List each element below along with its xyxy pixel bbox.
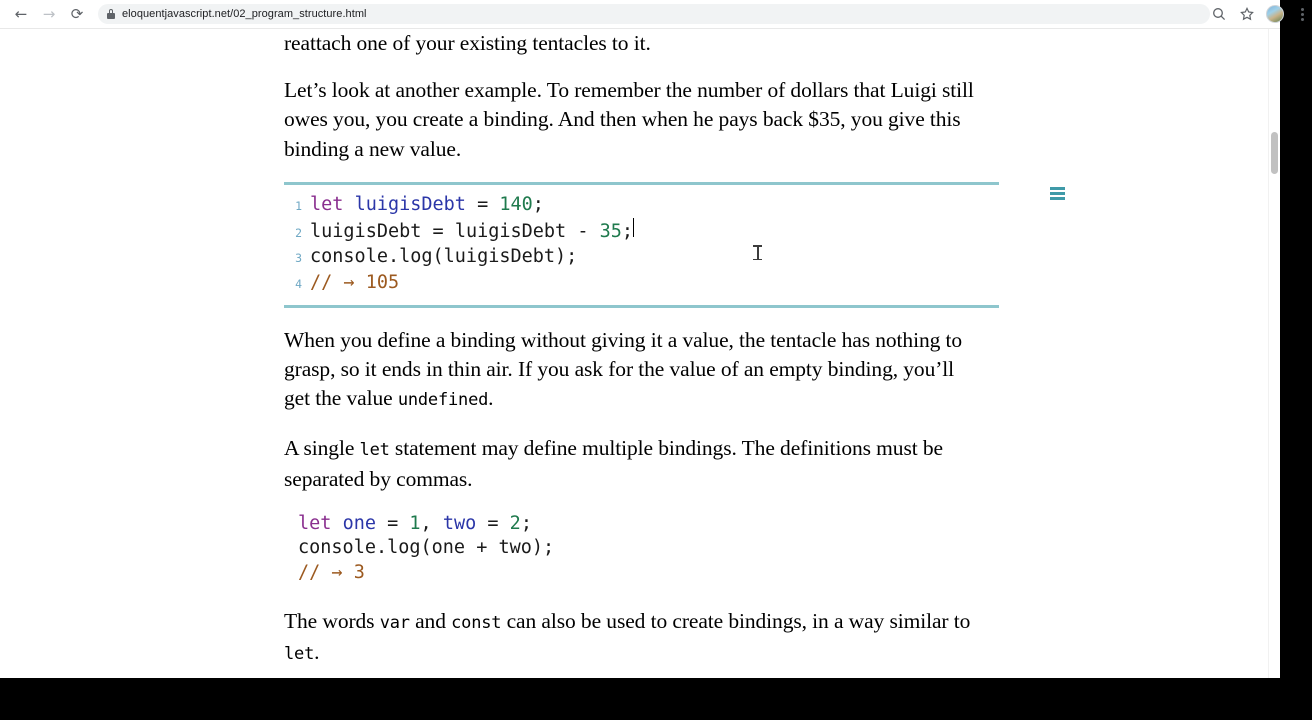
code-sample-lines bbox=[284, 512, 999, 585]
browser-toolbar bbox=[0, 0, 1280, 29]
code-line bbox=[284, 536, 999, 560]
letterbox-bottom bbox=[0, 678, 1280, 720]
code-token bbox=[331, 513, 342, 534]
code-text bbox=[298, 512, 532, 536]
code-editor-lines[interactable] bbox=[284, 193, 999, 296]
inline-code-undefined: undefined bbox=[397, 390, 489, 411]
code-token: ; bbox=[532, 193, 544, 215]
paragraph-1: reattach one of your existing tentacles to it. bbox=[284, 31, 651, 55]
code-token: luigisDebt bbox=[310, 221, 422, 243]
forward-button[interactable]: → bbox=[42, 4, 56, 23]
code-token: 1 bbox=[409, 513, 421, 535]
code-token: one bbox=[342, 513, 376, 535]
text-caret bbox=[633, 218, 634, 237]
code-token: = bbox=[375, 513, 410, 535]
code-text bbox=[310, 245, 577, 269]
search-zoom-icon[interactable] bbox=[1210, 5, 1228, 23]
paragraph-3-text-b: . bbox=[488, 386, 494, 411]
code-token: = bbox=[421, 221, 455, 243]
inline-code-var: var bbox=[379, 612, 410, 633]
line-number: 3 bbox=[295, 251, 302, 266]
page-content bbox=[0, 29, 1268, 697]
code-line[interactable] bbox=[284, 245, 999, 270]
code-text bbox=[298, 536, 554, 560]
code-token: 2 bbox=[509, 513, 521, 535]
inline-code-let-2: let bbox=[284, 644, 315, 665]
code-line[interactable] bbox=[284, 218, 999, 245]
code-token: two bbox=[442, 513, 477, 535]
reload-button[interactable]: ⟳ bbox=[70, 4, 84, 23]
paragraph-4 bbox=[284, 434, 984, 494]
scrollbar-thumb[interactable] bbox=[1271, 132, 1278, 174]
paragraph-3-text-a: When you define a binding without giving it a value, the tentacle has nothing to grasp, so it ends in thin air. If you ask for the value of an empty binding, you’ll get the value bbox=[284, 328, 963, 411]
paragraph-5-text-b: and bbox=[409, 608, 452, 633]
code-token: let bbox=[310, 193, 344, 215]
article-column bbox=[284, 29, 984, 697]
kebab-menu-icon[interactable] bbox=[1294, 5, 1310, 23]
inline-code-let: let bbox=[359, 439, 390, 460]
navigation-buttons bbox=[8, 1, 90, 27]
code-sample-block bbox=[284, 512, 999, 585]
url-text: eloquentjavascript.net/02_program_structure.html bbox=[122, 8, 367, 20]
paragraph-4-text-b: statement may define multiple bindings. The definitions must be separated by commas. bbox=[284, 435, 943, 491]
code-token: // → 105 bbox=[310, 271, 400, 293]
code-token bbox=[343, 194, 354, 215]
code-line bbox=[284, 561, 999, 585]
code-token: console.log(one + two); bbox=[298, 537, 555, 559]
inline-code-const: const bbox=[451, 612, 502, 633]
paragraph-3 bbox=[284, 326, 984, 416]
line-number: 1 bbox=[295, 198, 302, 213]
code-token: - bbox=[566, 221, 600, 243]
code-token: luigisDebt bbox=[354, 193, 466, 215]
avatar[interactable] bbox=[1266, 5, 1284, 23]
code-editor-block[interactable] bbox=[284, 182, 999, 308]
code-text bbox=[310, 220, 633, 244]
code-token: luigisDebt bbox=[454, 221, 567, 243]
code-token: = bbox=[476, 513, 510, 535]
code-text bbox=[310, 271, 399, 295]
paragraph-5 bbox=[284, 607, 984, 669]
page-viewport bbox=[0, 29, 1280, 678]
paragraph-5-text-d: . bbox=[314, 640, 320, 665]
back-button[interactable]: ← bbox=[14, 4, 28, 23]
code-token: console.log(luigisDebt); bbox=[310, 246, 578, 268]
hamburger-menu-icon[interactable] bbox=[1050, 187, 1065, 200]
code-text bbox=[310, 193, 544, 217]
code-token: let bbox=[298, 513, 332, 535]
line-number: 4 bbox=[295, 276, 302, 291]
star-icon[interactable] bbox=[1238, 5, 1256, 23]
code-token: 140 bbox=[499, 193, 533, 215]
page-scrollbar[interactable] bbox=[1268, 29, 1280, 678]
lock-icon bbox=[107, 9, 115, 19]
line-number: 2 bbox=[295, 226, 302, 241]
code-text bbox=[298, 561, 365, 585]
code-line[interactable] bbox=[284, 193, 999, 218]
paragraph-5-text-c: can also be used to create bindings, in a way similar to bbox=[501, 608, 971, 633]
code-token: // → 3 bbox=[298, 561, 365, 583]
address-bar[interactable] bbox=[98, 4, 1210, 24]
toolbar-actions bbox=[1210, 5, 1312, 23]
code-token: ; bbox=[520, 513, 532, 535]
paragraph-5-text-a: The words bbox=[284, 608, 380, 633]
code-line[interactable] bbox=[284, 271, 999, 296]
code-line bbox=[284, 512, 999, 536]
code-token: = bbox=[465, 193, 500, 215]
code-token: ; bbox=[621, 221, 634, 243]
code-token: , bbox=[420, 513, 443, 535]
code-token: 35 bbox=[599, 221, 622, 243]
paragraph-4-text-a: A single bbox=[284, 435, 360, 460]
paragraph-2: Let’s look at another example. To remember the number of dollars that Luigi still owes you, you create a binding. And then when he pays back $35, you give this binding a new value. bbox=[284, 78, 974, 161]
